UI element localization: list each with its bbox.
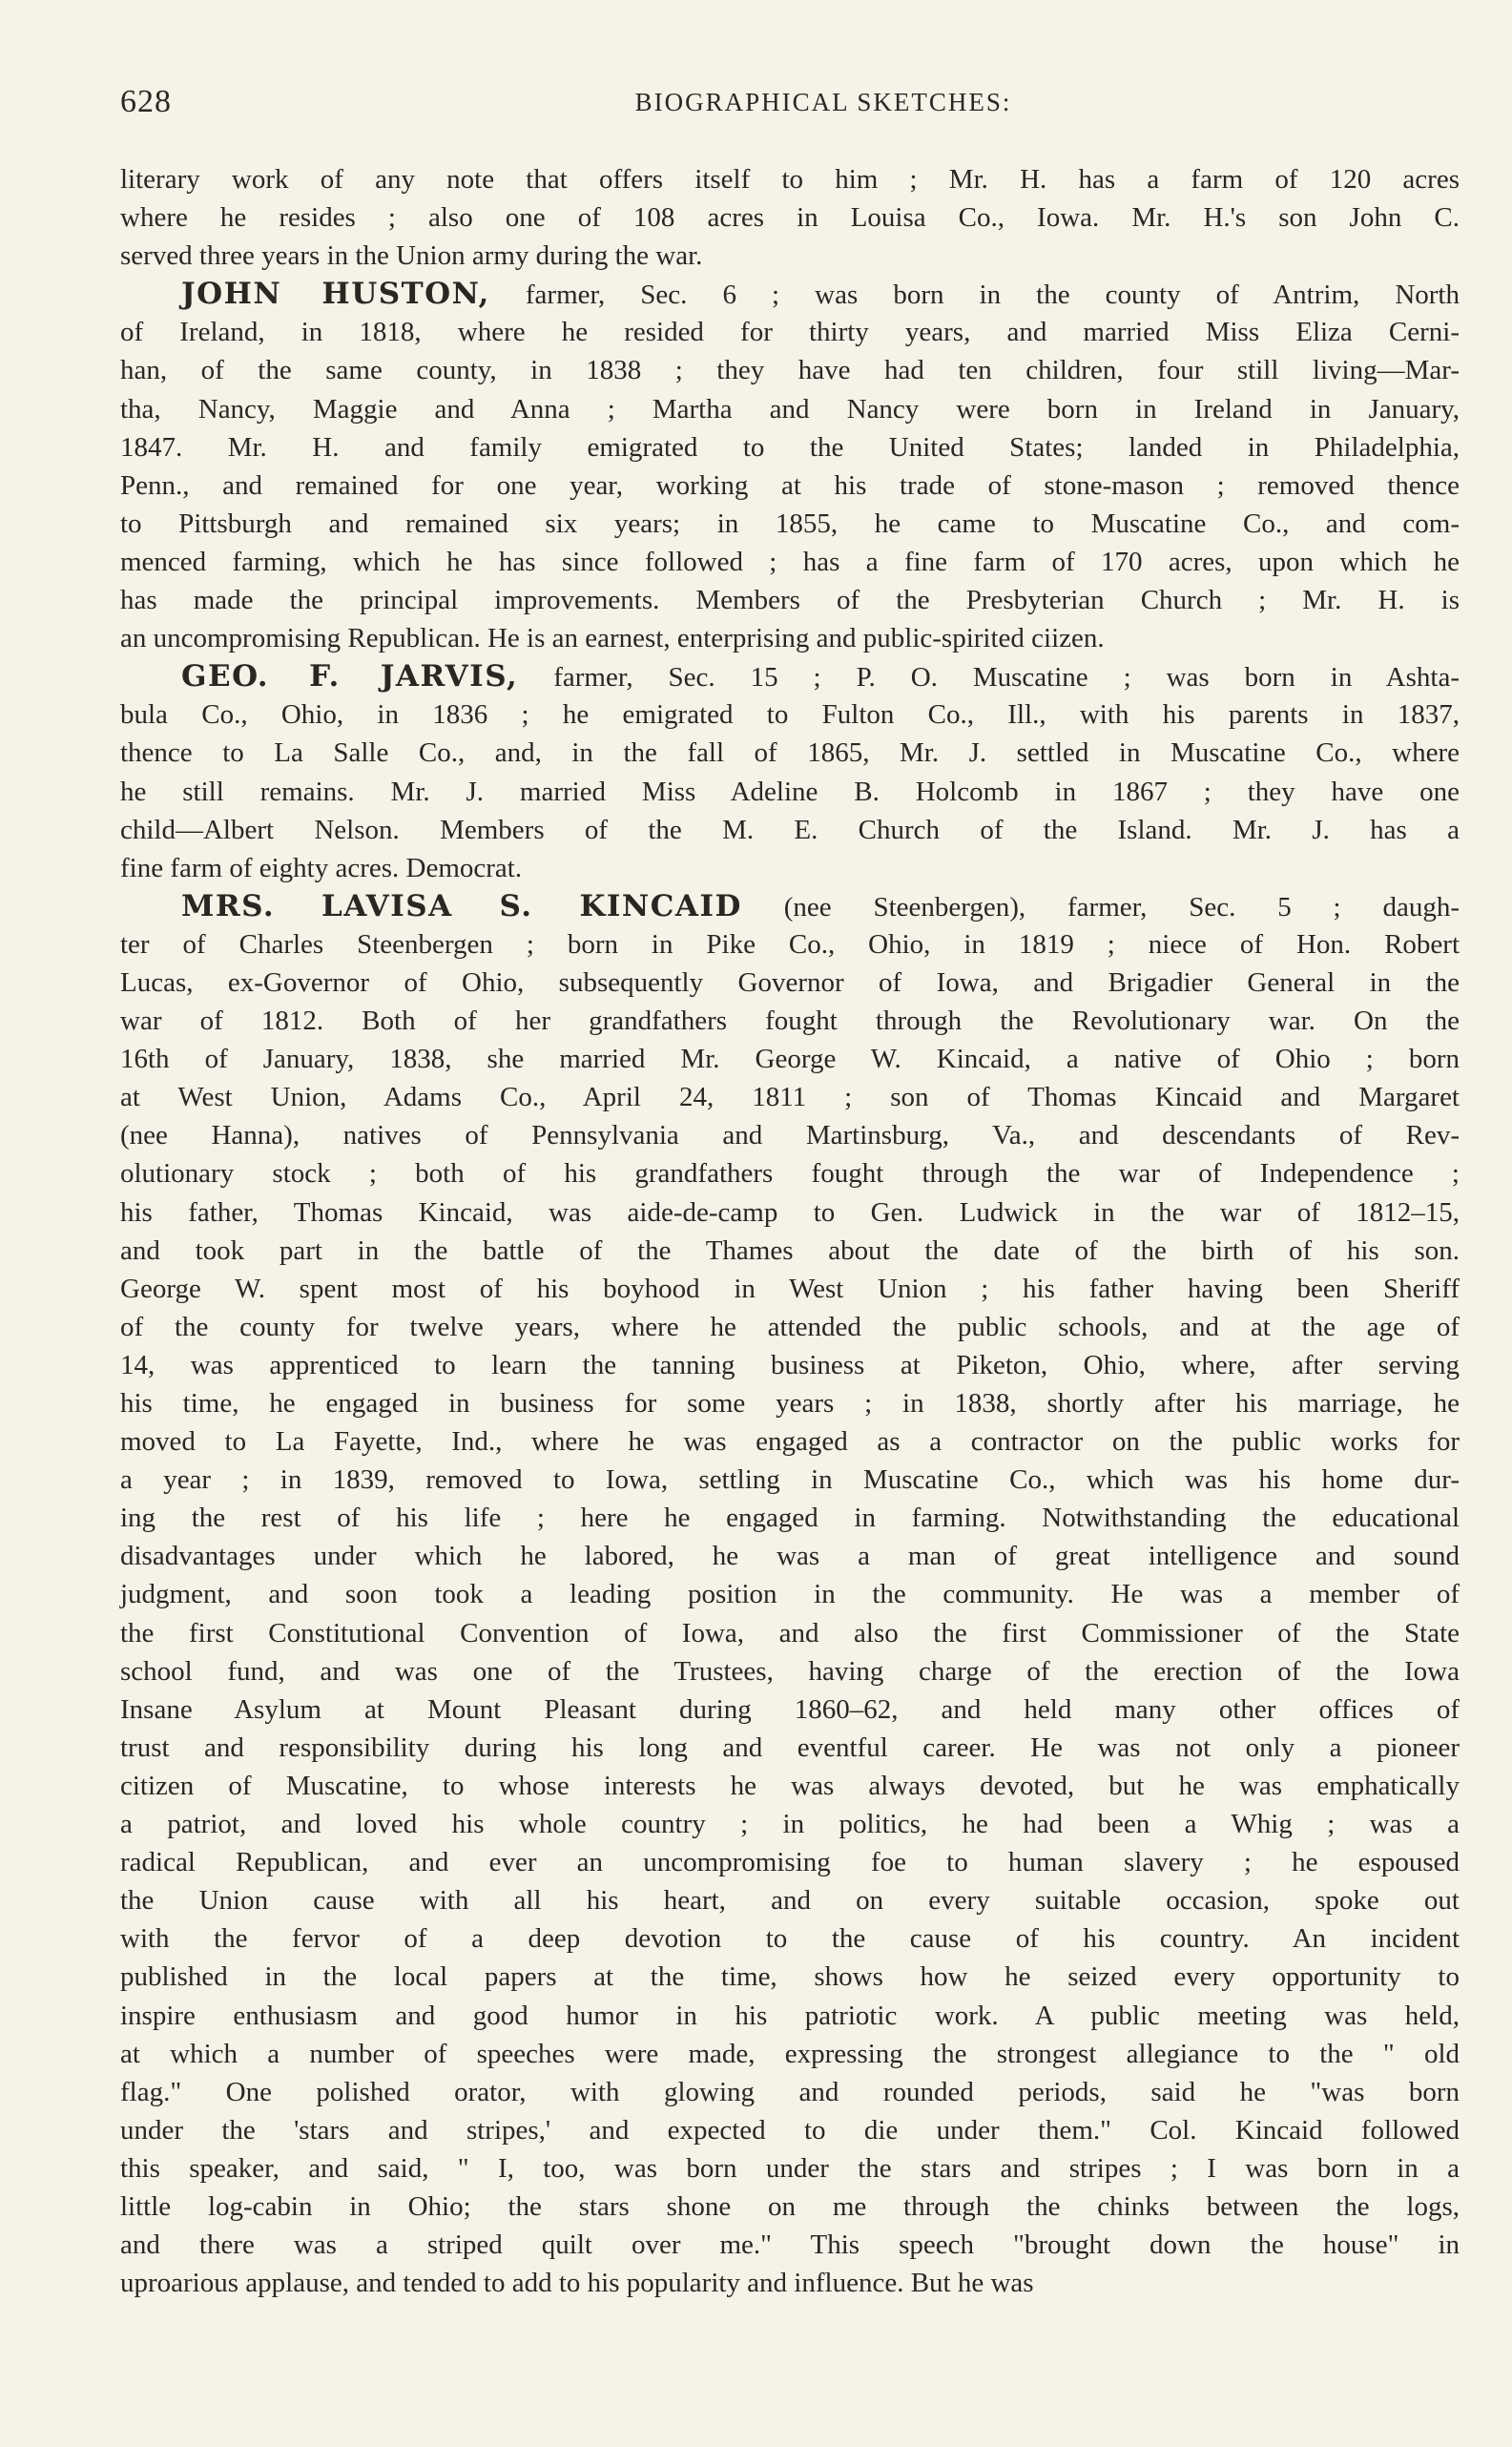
text-line <box>120 2035 1460 2073</box>
line-text: George W. spent most of his boyhood in West Union ; his father having been Sheriff <box>120 1273 1460 1304</box>
text-line <box>120 2226 1460 2264</box>
line-text: (nee Hanna), natives of Pennsylvania and Martinsburg, Va., and descendants of Rev- <box>120 1120 1460 1151</box>
text-line <box>120 390 1460 428</box>
line-text: bula Co., Ohio, in 1836 ; he emigrated to Fulton Co., Ill., with his parents in 1837, <box>120 699 1460 731</box>
text-line <box>120 1116 1460 1154</box>
line-text: with the fervor of a deep devotion to the cause of his country. An incident <box>120 1923 1460 1955</box>
running-head: BIOGRAPHICAL SKETCHES: <box>634 88 1012 116</box>
text-line <box>120 2149 1460 2188</box>
line-text: his time, he engaged in business for some years ; in 1838, shortly after his marriage, he <box>120 1388 1460 1419</box>
text-line <box>120 543 1460 581</box>
biography-name: GEO. F. JARVIS, <box>181 659 519 695</box>
line-text: a patriot, and loved his whole country ; in politics, he had been a Whig ; was a <box>120 1809 1460 1840</box>
line-text: tha, Nancy, Maggie and Anna ; Martha and Nancy were born in Ireland in January, <box>120 393 1460 425</box>
text-line <box>120 1461 1460 1499</box>
line-text: his father, Thomas Kincaid, was aide-de-camp to Gen. Ludwick in the war of 1812–15, <box>120 1196 1460 1228</box>
line-text: to Pittsburgh and remained six years; in 1855, he came to Muscatine Co., and com- <box>120 508 1460 539</box>
line-text: thence to La Salle Co., and, in the fall of 1865, Mr. J. settled in Muscatine Co., where <box>120 737 1460 769</box>
text-line <box>120 734 1460 772</box>
text-body <box>120 160 1460 2302</box>
text-line <box>120 1308 1460 1346</box>
line-text: Penn., and remained for one year, working at his trade of stone-mason ; removed thence <box>120 469 1460 501</box>
line-text: 14, was apprenticed to learn the tanning business at Piketon, Ohio, where, after serving <box>120 1349 1460 1380</box>
line-text: citizen of Muscatine, to whose interests he was always devoted, but he was emphatically <box>120 1770 1460 1801</box>
line-text: han, of the same county, in 1838 ; they have had ten children, four still living—Mar- <box>120 355 1460 386</box>
line-text: literary work of any note that offers itself to him ; Mr. H. has a farm of 120 acres <box>120 164 1460 195</box>
line-text: little log-cabin in Ohio; the stars shone on me through the chinks between the logs, <box>120 2190 1460 2222</box>
line-text: ing the rest of his life ; here he engaged in farming. Notwithstanding the educational <box>120 1503 1460 1534</box>
text-line <box>120 1919 1460 1958</box>
text-line <box>120 925 1460 964</box>
text-line <box>120 849 1460 887</box>
text-line <box>120 1652 1460 1690</box>
text-line <box>120 1270 1460 1308</box>
text-line <box>120 1232 1460 1270</box>
text-line <box>120 2264 1460 2302</box>
text-line <box>120 313 1460 351</box>
line-text: trust and responsibility during his long and eventful career. He was not only a pioneer <box>120 1732 1460 1763</box>
text-line <box>120 619 1460 657</box>
text-line <box>120 1690 1460 1729</box>
text-line <box>120 428 1460 467</box>
line-text: moved to La Fayette, Ind., where he was engaged as a contractor on the public works for <box>120 1426 1460 1458</box>
text-line <box>120 505 1460 543</box>
line-text: of Ireland, in 1818, where he resided for thirty years, and married Miss Eliza Cerni- <box>120 317 1460 348</box>
biography-name: MRS. LAVISA S. KINCAID <box>181 888 742 923</box>
line-text: this speaker, and said, " I, too, was born under the stars and stripes ; I was born in a <box>120 2152 1460 2184</box>
line-text: disadvantages under which he labored, he was a man of great intelligence and sound <box>120 1541 1460 1572</box>
line-text: farmer, Sec. 15 ; P. O. Muscatine ; was born in Ashta- <box>518 662 1460 694</box>
line-text: Lucas, ex-Governor of Ohio, subsequently Governor of Iowa, and Brigadier General in the <box>120 966 1460 998</box>
line-text: (nee Steenbergen), farmer, Sec. 5 ; daugh- <box>741 891 1460 923</box>
text-line <box>120 1805 1460 1843</box>
line-text: flag." One polished orator, with glowing and rounded periods, said he "was born <box>120 2076 1460 2107</box>
text-line <box>120 1881 1460 1919</box>
line-text: inspire enthusiasm and good humor in his patriotic work. A public meeting was held, <box>120 2000 1460 2031</box>
line-text: the first Constitutional Convention of Iowa, and also the first Commissioner of the State <box>120 1617 1460 1649</box>
line-text: published in the local papers at the time, shows how he seized every opportunity to <box>120 1961 1460 1993</box>
text-line <box>120 1537 1460 1575</box>
text-line <box>120 695 1460 734</box>
text-line <box>120 1002 1460 1040</box>
line-text: of the county for twelve years, where he attended the public schools, and at the age of <box>120 1311 1460 1342</box>
text-line <box>120 275 1460 313</box>
biography-name: JOHN HUSTON, <box>181 277 490 312</box>
line-text: war of 1812. Both of her grandfathers fought through the Revolutionary war. On the <box>120 1006 1460 1037</box>
text-line <box>120 1193 1460 1232</box>
text-line <box>120 1767 1460 1805</box>
text-line <box>120 1958 1460 1996</box>
text-line <box>120 1843 1460 1881</box>
line-text: radical Republican, and ever an uncompromising foe to human slavery ; he espoused <box>120 1847 1460 1878</box>
text-line <box>120 1997 1460 2035</box>
text-line <box>120 160 1460 198</box>
text-line <box>120 2073 1460 2111</box>
line-text: 1847. Mr. H. and family emigrated to the United States; landed in Philadelphia, <box>120 431 1460 463</box>
line-text: farmer, Sec. 6 ; was born in the county of Antrim, North <box>489 280 1460 311</box>
line-text: at which a number of speeches were made, expressing the strongest allegiance to the " old <box>120 2038 1460 2069</box>
text-line <box>120 887 1460 925</box>
text-line <box>120 964 1460 1002</box>
text-line <box>120 657 1460 695</box>
line-text: school fund, and was one of the Trustees, having charge of the erection of the Iowa <box>120 1655 1460 1687</box>
line-text: served three years in the Union army during the war. <box>120 240 703 272</box>
line-text: ter of Charles Steenbergen ; born in Pike Co., Ohio, in 1819 ; niece of Hon. Robert <box>120 928 1460 960</box>
text-line <box>120 1384 1460 1422</box>
line-text: an uncompromising Republican. He is an earnest, enterprising and public-spirited ciizen. <box>120 623 1105 654</box>
line-text: 16th of January, 1838, she married Mr. George W. Kincaid, a native of Ohio ; born <box>120 1044 1460 1075</box>
line-text: olutionary stock ; both of his grandfathers fought through the war of Independence ; <box>120 1158 1460 1190</box>
line-text: under the 'stars and stripes,' and expected to die under them." Col. Kincaid followed <box>120 2114 1460 2146</box>
line-text: judgment, and soon took a leading position in the community. He was a member of <box>120 1579 1460 1610</box>
line-text: at West Union, Adams Co., April 24, 1811 ; son of Thomas Kincaid and Margaret <box>120 1082 1460 1113</box>
line-text: and there was a striped quilt over me." This speech "brought down the house" in <box>120 2229 1460 2261</box>
line-text: fine farm of eighty acres. Democrat. <box>120 852 523 883</box>
text-line <box>120 1499 1460 1537</box>
text-line <box>120 811 1460 849</box>
text-line <box>120 237 1460 275</box>
text-line <box>120 1078 1460 1116</box>
line-text: Insane Asylum at Mount Pleasant during 1860–62, and held many other offices of <box>120 1693 1460 1725</box>
text-line <box>120 1040 1460 1078</box>
text-line <box>120 581 1460 619</box>
text-line <box>120 1346 1460 1384</box>
text-line <box>120 2111 1460 2149</box>
text-line <box>120 1614 1460 1652</box>
line-text: has made the principal improvements. Members of the Presbyterian Church ; Mr. H. is <box>120 585 1460 616</box>
text-line <box>120 1729 1460 1767</box>
text-line <box>120 1422 1460 1461</box>
text-line <box>120 467 1460 505</box>
line-text: and took part in the battle of the Thames about the date of the birth of his son. <box>120 1234 1460 1266</box>
text-line <box>120 2188 1460 2226</box>
text-line <box>120 1154 1460 1192</box>
line-text: the Union cause with all his heart, and on every suitable occasion, spoke out <box>120 1885 1460 1917</box>
line-text: he still remains. Mr. J. married Miss Adeline B. Holcomb in 1867 ; they have one <box>120 776 1460 807</box>
line-text: where he resides ; also one of 108 acres in Louisa Co., Iowa. Mr. H.'s son John C. <box>120 202 1460 234</box>
page-header <box>120 84 1460 130</box>
text-line <box>120 198 1460 237</box>
page-number: 628 <box>120 84 172 119</box>
line-text: uproarious applause, and tended to add to his popularity and influence. But he was <box>120 2268 1034 2299</box>
text-line <box>120 1575 1460 1613</box>
text-line <box>120 773 1460 811</box>
line-text: menced farming, which he has since followed ; has a fine farm of 170 acres, upon which he <box>120 546 1460 577</box>
text-line <box>120 351 1460 389</box>
line-text: a year ; in 1839, removed to Iowa, settling in Muscatine Co., which was his home dur- <box>120 1464 1460 1496</box>
line-text: child—Albert Nelson. Members of the M. E. Church of the Island. Mr. J. has a <box>120 814 1460 845</box>
